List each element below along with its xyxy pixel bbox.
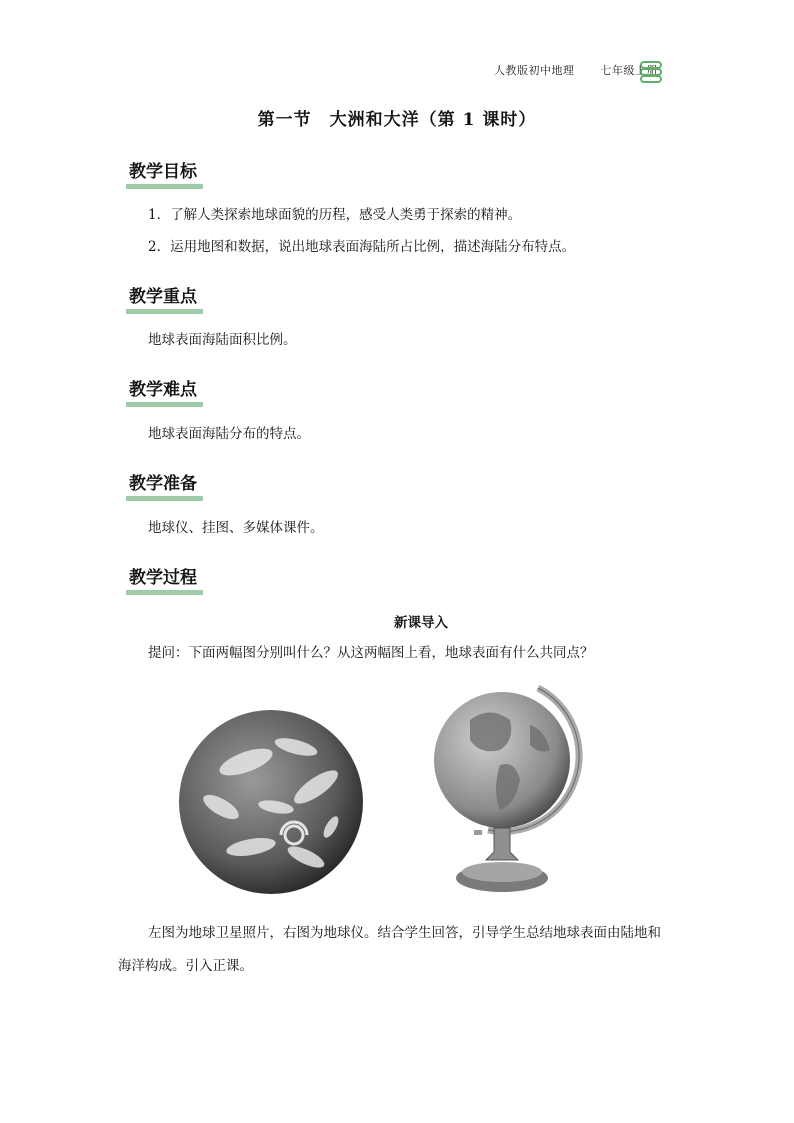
explain-line-2: 海洋构成。引入正课。: [118, 958, 253, 974]
heading-text: 教学目标: [129, 162, 197, 182]
goal-item-1: 1．了解人类探索地球面貌的历程，感受人类勇于探索的精神。: [148, 207, 522, 223]
section-prep: [126, 472, 203, 496]
heading-underline: [126, 184, 203, 189]
header-grade: 七年级上册: [600, 64, 658, 77]
heading-text: 教学过程: [129, 568, 197, 588]
key-text: 地球表面海陆面积比例。: [148, 332, 297, 348]
heading-text: 教学重点: [129, 287, 197, 307]
explain-line-1: 左图为地球卫星照片，右图为地球仪。结合学生回答，引导学生总结地球表面由陆地和: [148, 925, 661, 941]
prep-text: 地球仪、挂图、多媒体课件。: [148, 520, 324, 536]
difficulty-text: 地球表面海陆分布的特点。: [148, 426, 310, 442]
section-heading-goals: [126, 160, 203, 184]
section-difficulty: [126, 378, 203, 402]
section-heading-key: [126, 285, 203, 309]
header-subject: 人教版初中地理: [494, 64, 575, 77]
globe-illustration: [430, 680, 590, 900]
heading-underline: [126, 402, 203, 407]
heading-underline: [126, 496, 203, 501]
section-heading-prep: [126, 472, 203, 496]
heading-text: 教学准备: [129, 474, 197, 494]
section-heading-difficulty: [126, 378, 203, 402]
section-goals: [126, 160, 203, 184]
goal-item-2: 2．运用地图和数据，说出地球表面海陆所占比例，描述海陆分布特点。: [148, 239, 576, 255]
page-title: 第一节 大洲和大洋（第 1 课时）: [257, 110, 537, 130]
page-header: [494, 62, 658, 78]
section-heading-process: [126, 566, 203, 590]
earth-satellite-photo: [176, 707, 366, 897]
subheading-intro: 新课导入: [394, 615, 448, 631]
intro-question: 提问：下面两幅图分别叫什么？从这两幅图上看，地球表面有什么共同点？: [148, 645, 594, 661]
section-key: [126, 285, 203, 309]
heading-underline: [126, 590, 203, 595]
heading-text: 教学难点: [129, 380, 197, 400]
section-process: [126, 566, 203, 590]
book-stack-icon: [639, 60, 663, 84]
heading-underline: [126, 309, 203, 314]
